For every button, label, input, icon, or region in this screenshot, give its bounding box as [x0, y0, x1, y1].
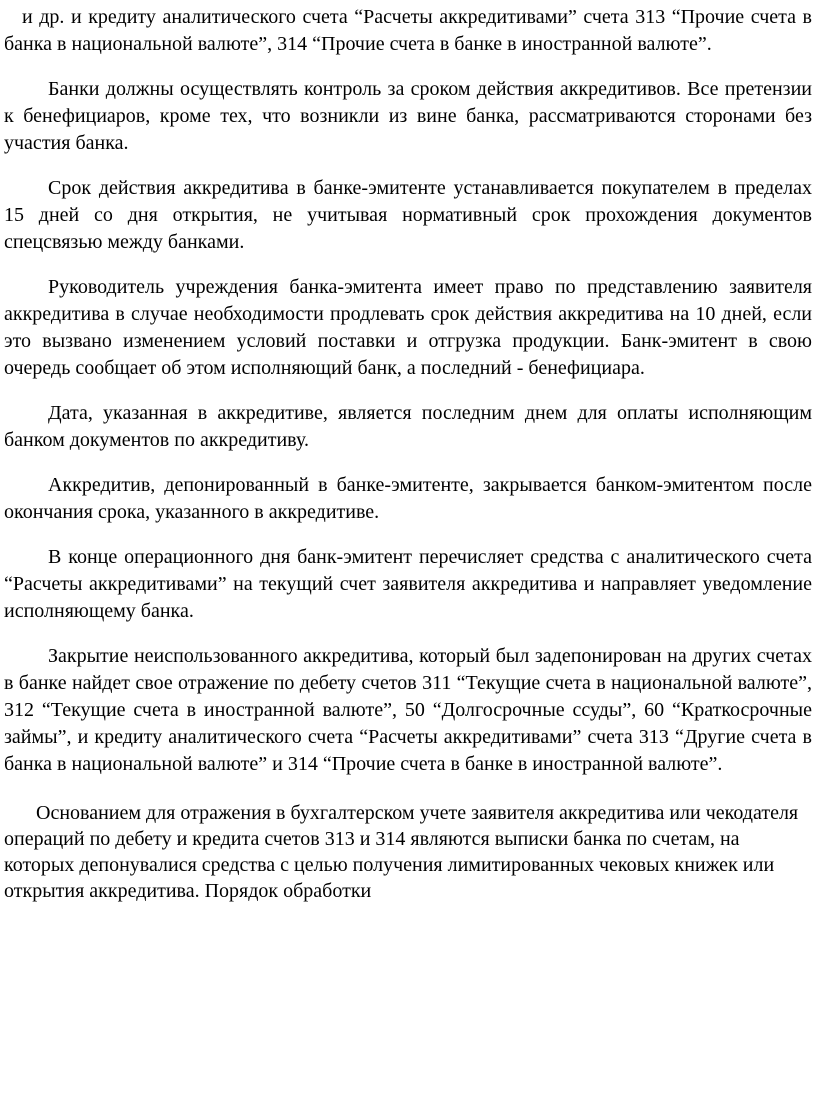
paragraph-last-payment-date: Дата, указанная в аккредитиве, является последним днем для оплаты исполняющим банком документов по аккредитиву. [4, 402, 812, 451]
paragraph-unused-closure: Закрытие неиспользованного аккредитива, который был задепонирован на других счетах в банке найдет свое отражение по дебету счетов 311 “Текущие счета в национальной валюте”, 312 “Текущие счета в иностранной валюте”, 50 “Долгосрочные ссуды”, 60 “Краткосрочные займы”, и кредиту аналитического счета “Расчеты аккредитивами” счета 313 “Другие счета в банка в национальной валюте” и 314 “Прочие счета в банке в иностранной валюте”. [4, 645, 812, 775]
paragraph-extension-right: Руководитель учреждения банка-эмитента имеет право по представлению заявителя аккредитива в случае необходимости продлевать срок действия аккредитива на 10 дней, если это вызвано изменением условий поставки и отгрузка продукции. Банк-эмитент в свою очередь сообщает об этом исполняющий банк, а последний - бенефициара. [4, 276, 812, 379]
paragraph-accounts-credit: и др. и кредиту аналитического счета “Расчеты аккредитивами” счета 313 “Прочие счета в банка в национальной валюте”, 314 “Прочие счета в банке в иностранной валюте”. [4, 6, 812, 55]
paragraph-validity-period: Срок действия аккредитива в банке-эмитенте устанавливается покупателем в пределах 15 дней со дня открытия, не учитывая нормативный срок прохождения документов спецсвязью между банками. [4, 177, 812, 253]
paragraph-end-of-day-transfer: В конце операционного дня банк-эмитент перечисляет средства с аналитического счета “Расчеты аккредитивами” на текущий счет заявителя аккредитива и направляет уведомление исполняющему банка. [4, 546, 812, 622]
paragraph-bank-control: Банки должны осуществлять контроль за сроком действия аккредитивов. Все претензии к бенефициаров, кроме тех, что возникли из вине банка, рассматриваются сторонами без участия банка. [4, 78, 812, 154]
paragraph-closing: Аккредитив, депонированный в банке-эмитенте, закрывается банком-эмитентом после окончания срока, указанного в аккредитиве. [4, 474, 812, 523]
paragraph-accounting-basis: Основанием для отражения в бухгалтерском учете заявителя аккредитива или чекодателя операций по дебету и кредита счетов 313 и 314 являются выписки банка по счетам, на которых депонувалися средства с целью получения лимитированных чековых книжек или открытия аккредитива. Порядок обработки [4, 802, 799, 902]
